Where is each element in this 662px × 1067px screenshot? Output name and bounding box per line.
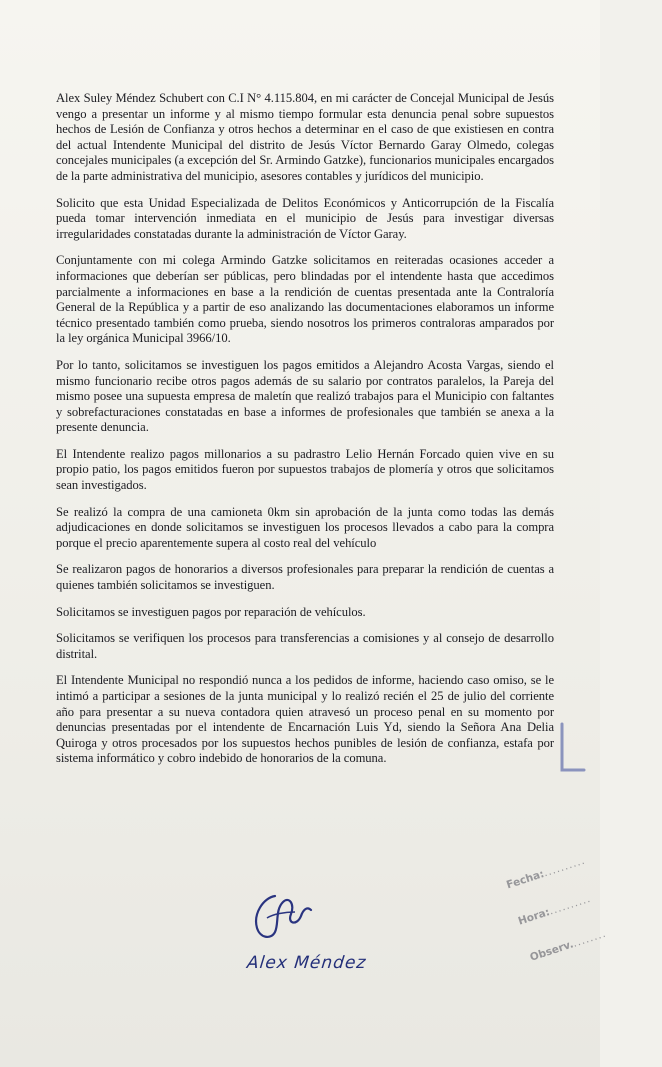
stamp-date-field: Fecha:.......... [505, 854, 587, 892]
paragraph-stepfather-payments: El Intendente realizo pagos millonarios a su padrastro Lelio Hernán Forcado quien vive en su propio patio, los pagos emitidos fueron por supuestos trabajos de plomería y otros que solicitamos sean investigados. [56, 446, 554, 493]
stamp-time-field: Hora:.......... [516, 892, 593, 928]
paragraph-vehicle-purchase: Se realizó la compra de una camioneta 0km sin aprobación de la junta como todas las demás adjudicaciones en donde solicitamos se investiguen los procesos llevados a cabo para la compra porque el precio aparentemente supera al costo real del vehículo [56, 504, 554, 550]
signature-name: Alex Méndez [245, 953, 368, 973]
paragraph-intro: Alex Suley Méndez Schubert con C.I N° 4.115.804, en mi carácter de Concejal Municipal de Jesús vengo a presentar un informe y al mismo tiempo formular esta denuncia penal sobre supuestos hechos de Lesión de Confianza y otros hechos a determinar en el caso de que existiesen en contra del actual Intendente Municipal del distrito de Jesús Víctor Bernardo Garay Olmedo, colegas concejales municipales (a excepción del Sr. Armindo Gatzke), funcionarios municipales encargados de la parte administrativa del municipio, asesores contables y jurídicos del municipio. [56, 91, 554, 183]
stamp-observation-field: Observ......... [528, 927, 608, 964]
paragraph-vehicle-repairs: Solicitamos se investiguen pagos por reparación de vehículos. [56, 604, 366, 619]
paragraph-intendente-response: El Intendente Municipal no respondió nunca a los pedidos de informe, haciendo caso omiso, se le intimó a participar a sesiones de la junta municipal y lo realizó recién el 25 de julio del corriente año para presentar a su nueva contadora quien atravesó un proceso penal en su momento por denuncias presentadas por el intendente de Encarnación Luis Yd, siendo la Señora Ana Delia Quiroga y otros procesados por los supuestos hechos punibles de lesión de confianza, estafa por sistema informático y cobro indebido de honorarios de la comuna. [56, 673, 554, 766]
handwritten-signature [245, 888, 320, 948]
document-body [56, 91, 554, 778]
paragraph-information-access: Conjuntamente con mi colega Armindo Gatzke solicitamos en reiteradas ocasiones acceder a informaciones que deberían ser públicas, pero blindadas por el intendente hasta que accedimos parcialmente a informaciones en base a la rendición de cuentas presentada ante la Contraloría General de la República y a partir de eso analizando las documentaciones elaboramos un informe técnico presentado también como prueba, siendo nosotros los primeros contraloras amparados por la ley orgánica Municipal 3966/10. [56, 253, 554, 346]
paragraph-acosta-payments: Por lo tanto, solicitamos se investiguen los pagos emitidos a Alejandro Acosta Vargas, siendo el mismo funcionario recibe otros pagos además de su salario por contratos paralelos, la Pareja del mismo posee una supuesta empresa de maletín que realizó trabajos para el Municipio con faltantes y sobrefacturaciones constatadas en base a informes de profesionales que también se anexa a la presente denuncia. [56, 357, 554, 435]
reception-stamp [505, 846, 662, 1042]
paragraph-transfers: Solicitamos se verifiquen los procesos para transferencias a comisiones y al consejo de desarrollo distrital. [56, 631, 554, 661]
margin-scribble-mark [556, 718, 590, 778]
paragraph-request-intervention: Solicito que esta Unidad Especializada de Delitos Económicos y Anticorrupción de la Fiscalía pueda tomar intervención inmediata en el municipio de Jesús para investigar diversas irregularidades constatadas durante la administración de Víctor Garay. [56, 195, 554, 241]
paragraph-professional-fees: Se realizaron pagos de honorarios a diversos profesionales para preparar la rendición de cuentas a quienes también solicitamos se investiguen. [56, 562, 554, 593]
